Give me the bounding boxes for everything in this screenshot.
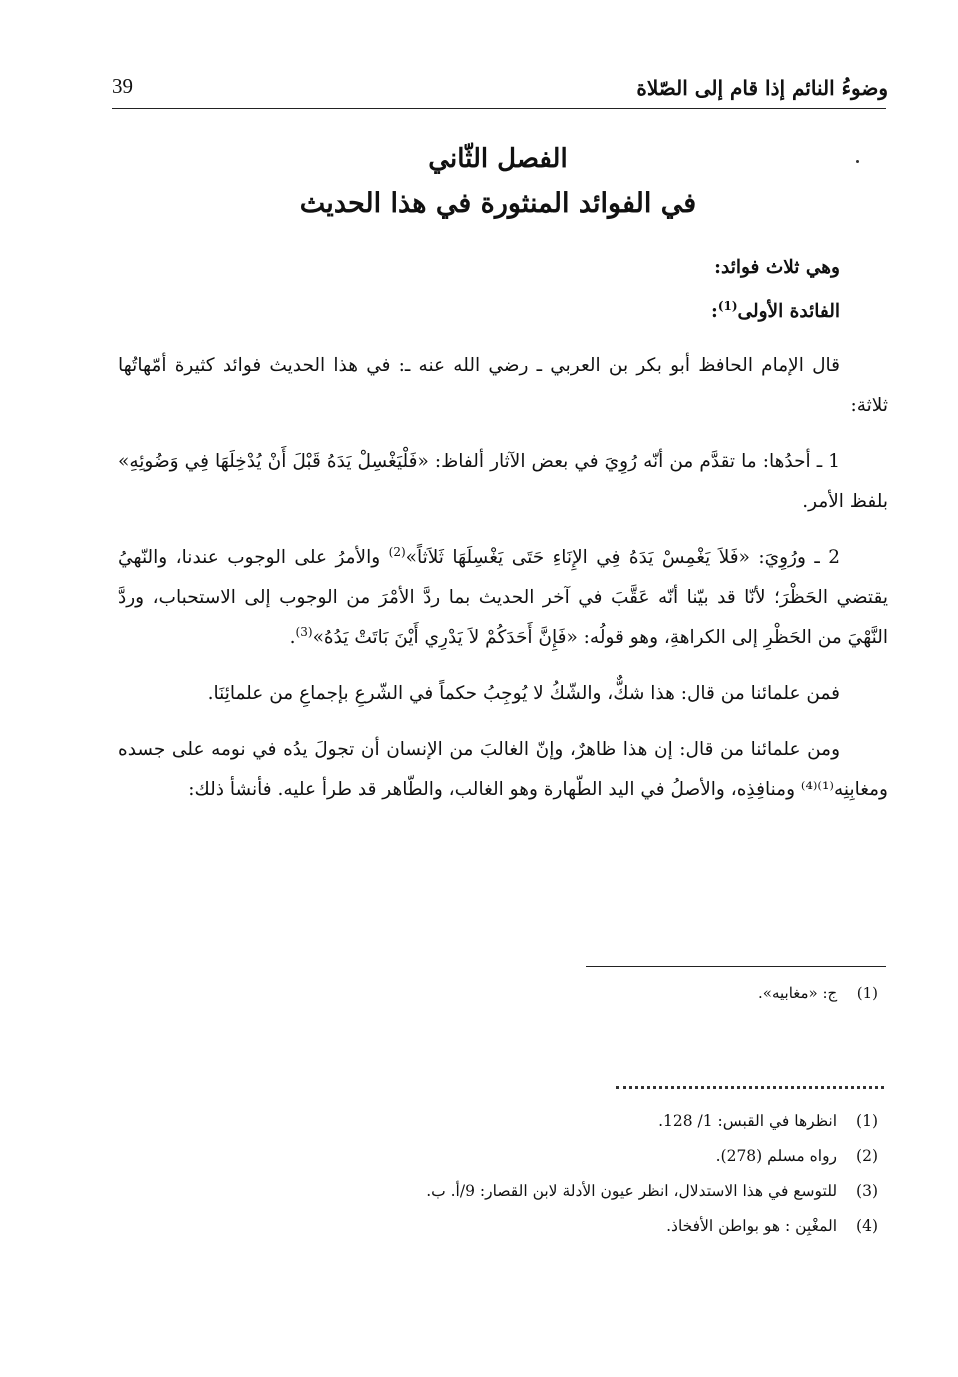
chapter-title: الفصل الثّاني	[428, 144, 568, 174]
chapter-subtitle: في الفوائد المنثورة في هذا الحديث	[299, 188, 697, 219]
footnote-item	[278, 1174, 878, 1209]
paragraph-2: 1 ـ أحدُها: ما تقدَّم من أنّه رُوِيَ في بعض الآثار ألفاظ: «فَلْيَغْسِلْ يَدَهُ قَبْلَ أَنْ يُدْخِلَهَا فِي وَضُوئِهِ» بلفظ الأمر.	[118, 451, 888, 512]
footnote-item	[278, 1104, 878, 1139]
paragraph-5-part-a: ومن علمائنا من قال: إن هذا ظاهرٌ، وإنّ الغالبَ من الإنسان أن تجولَ يدُه في نومه على جسده ومغابِنِه	[118, 739, 888, 800]
footnote-number: (1)	[856, 1112, 878, 1130]
inner-footnote-number: (1)	[856, 984, 878, 1002]
paragraph-3-part-a: 2 ـ ورُوِيَ: «فَلاَ يَغْمِسْ يَدَهُ فِي الإِنَاءِ حَتَى يَغْسِلَهَا ثَلاَثاً»	[405, 547, 840, 568]
subheading-text: الفائدة الأولى	[737, 301, 840, 322]
footnote-ref: (2)	[388, 544, 406, 559]
footnote-separator	[616, 1086, 884, 1089]
footnote-ref: (1)	[717, 298, 738, 313]
intro-line: وهي ثلاث فوائد:	[714, 257, 840, 278]
page-number: 39	[112, 74, 133, 98]
inner-footnote-text: ج: «مغابيه».	[758, 984, 838, 1002]
paragraph-3	[118, 538, 888, 658]
body-text	[118, 248, 888, 826]
footnotes	[278, 1104, 878, 1244]
paragraph-5-part-b: ومنافِذِه، والأصلُ في اليد الطّهارة وهو الغالب، والطّاهر قد طرأ عليه. فأنشأ ذلك:	[188, 779, 801, 800]
paragraph-5	[118, 730, 888, 810]
paragraph-4: فمن علمائنا من قال: هذا شكٌّ، والشّكُ لا يُوجِبُ حكماً في الشّرعِ بإجماعِ من علمائِنَا.	[207, 683, 840, 704]
running-header-title: وضوءُ النائم إذا قام إلى الصّلاة	[636, 76, 888, 100]
inner-footnote-rule	[586, 966, 886, 967]
footnote-text: للتوسع في هذا الاستدلال، انظر عيون الأدلة لابن القصار: 9/أ. ب.	[426, 1182, 838, 1200]
header-rule	[112, 108, 886, 109]
footnote-number: (4)	[856, 1217, 878, 1235]
footnote-text: انظرها في القبس: 1/ 128.	[658, 1112, 838, 1130]
paragraph-3-end: .	[289, 627, 296, 648]
paragraph-1: قال الإمام الحافظ أبو بكر بن العربي ـ رضي الله عنه ـ: في هذا الحديث فوائد كثيرة أمّهاتُها ثلاثة:	[118, 355, 888, 416]
inner-footnote	[758, 984, 878, 1002]
subheading	[118, 292, 888, 332]
footnote-ref: (3)	[295, 624, 313, 639]
footnote-ref: ⁽¹⁾⁽⁴⁾	[800, 779, 834, 800]
subheading-colon: :	[710, 301, 718, 322]
footnote-text: المغْبِن : هو بواطن الأفخاذ.	[666, 1217, 838, 1235]
footnote-text: رواه مسلم (278).	[715, 1147, 838, 1165]
footnote-number: (2)	[856, 1147, 878, 1165]
footnote-number: (3)	[856, 1182, 878, 1200]
footnote-item	[278, 1139, 878, 1174]
paragraph-3-part-b: والأمرُ على الوجوب عندنا، والنّهيُ يقتضي الحَظْرَ؛ لأنّا قد بيّنا أنّه عَقَّبَ في آخر الحديث بما ردَّ الأمْرَ من الوجوب إلى الاستحباب، وردَّ النَّهْيَ من الحَظْرِ إلى الكراهةِ، وهو قولُه: «فَإِنَّ أَحَدَكُمْ لاَ يَدْرِي أَيْنَ بَاتَتْ يَدُهُ»	[118, 547, 888, 648]
running-header	[112, 70, 888, 110]
footnote-item	[278, 1209, 878, 1244]
